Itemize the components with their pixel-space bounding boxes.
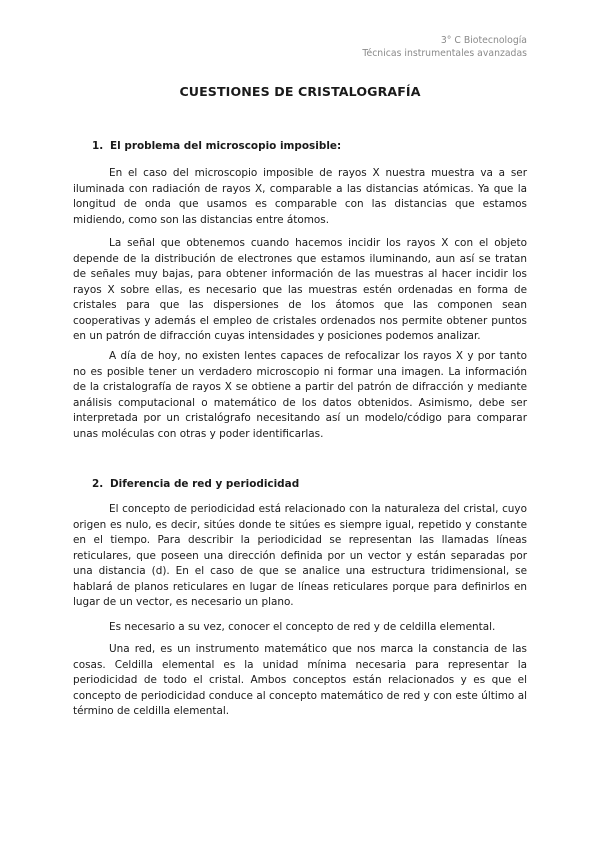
- section-heading-2: [92, 477, 299, 493]
- paragraph-2-1: El concepto de periodicidad está relacionado con la naturaleza del cristal, cuyo origen es nulo, es decir, sitúes donde te sitúes es siempre igual, repetido y constante en el tiempo. Para describir la periodicidad se representan las llamadas líneas reticulares, que poseen una dirección definida por un vector y están separadas por una distancia (d). En el caso de que se analice una estructura tridimensional, se hablará de planos reticulares en lugar de líneas reticulares porque para definirlos en lugar de un vector, es necesario un plano.: [73, 503, 527, 608]
- section-heading-1: [92, 139, 341, 155]
- paragraph-1-1: En el caso del microscopio imposible de rayos X nuestra muestra va a ser iluminada con radiación de rayos X, comparable a las distancias atómicas. Ya que la longitud de onda que usamos es comparable con las distancias que estamos midiendo, como son las distancias entre átomos.: [73, 167, 527, 226]
- section-number-2: 2.: [92, 478, 104, 490]
- paragraph-2-2: Es necesario a su vez, conocer el concepto de red y de celdilla elemental.: [109, 621, 496, 633]
- paragraph-1-3: A día de hoy, no existen lentes capaces de refocalizar los rayos X y por tanto no es posible tener un verdadero microscopio ni formar una imagen. La información de la cristalografía de rayos X se obtiene a partir del patrón de difracción y mediante análisis computacional o matemático de los datos obtenidos. Asimismo, debe ser interpretada por un cristalógrafo necesitando así un modelo/código para comparar unas moléculas con otras y poder identificarlas.: [73, 350, 527, 440]
- document-title: CUESTIONES DE CRISTALOGRAFÍA: [179, 84, 421, 99]
- header-course: 3° C Biotecnología: [440, 35, 527, 46]
- page-header: [362, 34, 527, 60]
- section-title-1: El problema del microscopio imposible:: [110, 140, 342, 152]
- section-title-2: Diferencia de red y periodicidad: [110, 478, 300, 490]
- header-subject: Técnicas instrumentales avanzadas: [362, 48, 527, 59]
- paragraph-2-3: Una red, es un instrumento matemático que nos marca la constancia de las cosas. Celdilla elemental es la unidad mínima necesaria para representar la periodicidad de todo el cristal. Ambos conceptos están relacionados y es que el concepto de periodicidad conduce al concepto matemático de red y con este último al término de celdilla elemental.: [73, 643, 527, 717]
- section-number-1: 1.: [92, 140, 104, 152]
- paragraph-1-2: La señal que obtenemos cuando hacemos incidir los rayos X con el objeto depende de la distribución de electrones que estamos iluminando, aun así se tratan de señales muy bajas, para obtener información de las muestras al hacer incidir los rayos X sobre ellas, es necesario que las muestras estén ordenadas en forma de cristales para que las dispersiones de los átomos que las componen sean cooperativas y además el empleo de cristales ordenados nos permite obtener puntos en un patrón de difracción cuyas intensidades y posiciones podemos analizar.: [73, 237, 527, 342]
